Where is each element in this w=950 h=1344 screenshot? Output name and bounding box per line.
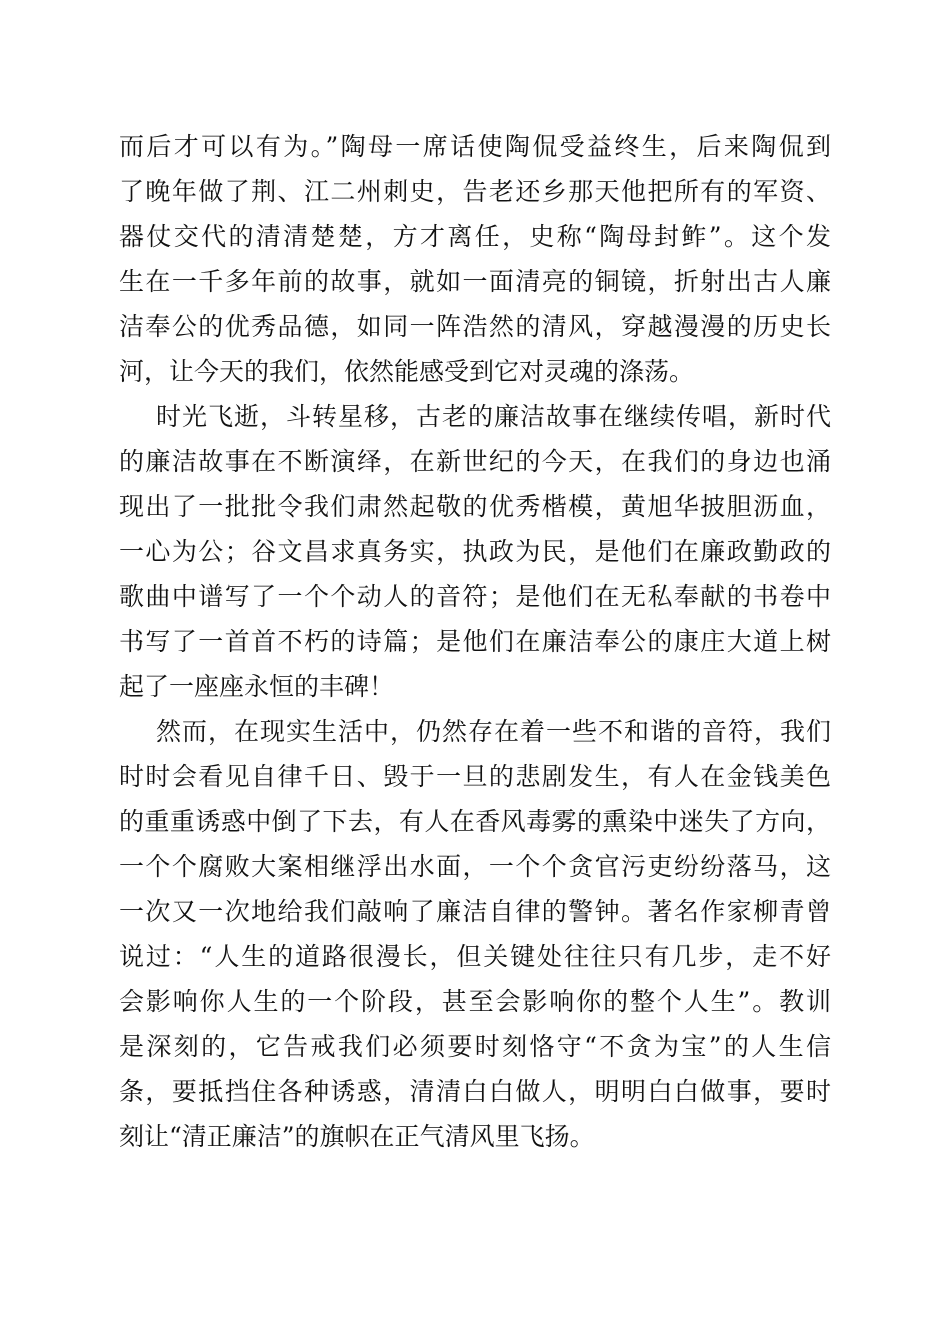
text-line: 然而，在现实生活中，仍然存在着一些不和谐的音符，我们: [156, 717, 831, 746]
text-line: 而后才可以有为。”陶母一席话使陶侃受益终生，后来陶侃到: [119, 132, 831, 161]
paragraph-3: [119, 709, 831, 1159]
text-line: 刻让“清正廉洁”的旗帜在正气清风里飞扬。: [119, 1122, 595, 1151]
text-line: 时时会看见自律千日、毁于一旦的悲剧发生，有人在金钱美色: [119, 762, 831, 791]
text-line: 的重重诱惑中倒了下去，有人在香风毒雾的熏染中迷失了方向，: [119, 807, 831, 836]
text-line: 说过：“人生的道路很漫长，但关键处往往只有几步，走不好: [119, 942, 831, 971]
text-line: 是深刻的，它告戒我们必须要时刻恪守“不贪为宝”的人生信: [119, 1032, 831, 1061]
text-line: 书写了一首首不朽的诗篇；是他们在廉洁奉公的康庄大道上树: [119, 627, 831, 656]
text-line: 一心为公；谷文昌求真务实，执政为民，是他们在廉政勤政的: [119, 537, 831, 566]
text-line: 现出了一批批令我们肃然起敬的优秀楷模，黄旭华披胆沥血，: [119, 492, 831, 521]
text-line: 器仗交代的清清楚楚，方才离任，史称“陶母封鲊”。这个发: [119, 222, 831, 251]
document-body: [119, 124, 831, 1159]
text-line: 时光飞逝，斗转星移，古老的廉洁故事在继续传唱，新时代: [156, 402, 831, 431]
text-line: 一次又一次地给我们敲响了廉洁自律的警钟。著名作家柳青曾: [119, 897, 831, 926]
paragraph-1: [119, 124, 831, 394]
text-line: 会影响你人生的一个阶段，甚至会影响你的整个人生”。教训: [119, 987, 831, 1016]
text-line: 一个个腐败大案相继浮出水面，一个个贪官污吏纷纷落马，这: [119, 852, 831, 881]
text-line: 生在一千多年前的故事，就如一面清亮的铜镜，折射出古人廉: [119, 267, 831, 296]
text-line: 河，让今天的我们，依然能感受到它对灵魂的涤荡。: [119, 357, 695, 386]
text-line: 起了一座座永恒的丰碑！: [119, 672, 395, 701]
text-line: 的廉洁故事在不断演绎，在新世纪的今天，在我们的身边也涌: [119, 447, 831, 476]
text-line: 了晚年做了荆、江二州刺史，告老还乡那天他把所有的军资、: [119, 177, 831, 206]
paragraph-2: [119, 394, 831, 709]
text-line: 洁奉公的优秀品德，如同一阵浩然的清风，穿越漫漫的历史长: [119, 312, 831, 341]
text-line: 歌曲中谱写了一个个动人的音符；是他们在无私奉献的书卷中: [119, 582, 831, 611]
text-line: 条，要抵挡住各种诱惑，清清白白做人，明明白白做事，要时: [119, 1077, 831, 1106]
